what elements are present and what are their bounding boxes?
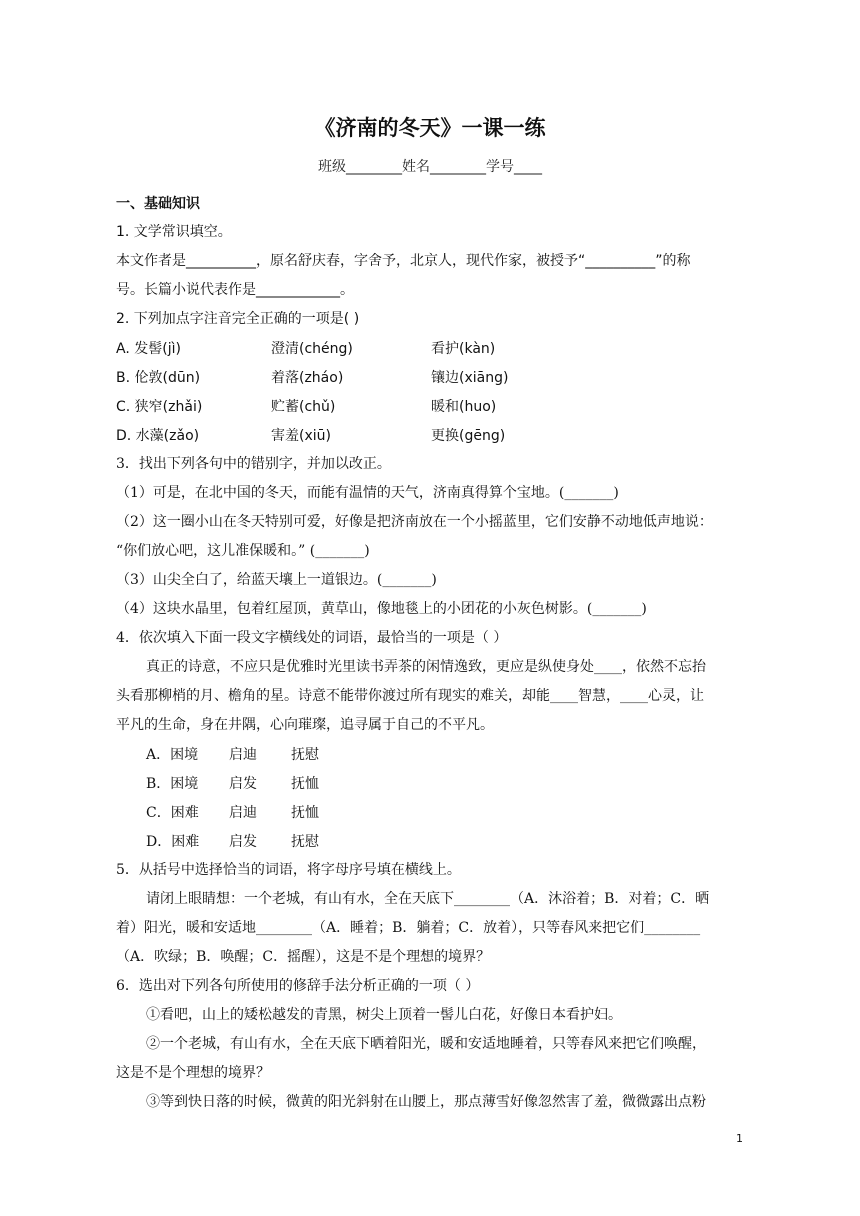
question-3-item: （2）这一圈小山在冬天特别可爱，好像是把济南放在一个小摇蓝里，它们安静不动地低声地说： bbox=[116, 514, 713, 530]
choice-label: C．困难 bbox=[146, 805, 199, 821]
option-word: 贮蓄(chǔ) bbox=[271, 399, 336, 415]
question-3-item: （1）可是，在北中国的冬天，而能有温情的天气，济南真得算个宝地。(_______) bbox=[116, 485, 619, 501]
question-5-heading: 5．从括号中选择恰当的词语，将字母序号填在横线上。 bbox=[116, 862, 461, 878]
choice-row bbox=[146, 831, 446, 851]
option-word: 澄清(chéng) bbox=[271, 341, 353, 357]
question-6-item: ②一个老城，有山有水，全在天底下晒着阳光，暖和安适地睡着，只等春风来把它们唤醒， bbox=[146, 1036, 706, 1052]
question-6-item: ③等到快日落的时候，微黄的阳光斜射在山腰上，那点薄雪好像忽然害了羞，微微露出点粉 bbox=[146, 1094, 706, 1110]
choice-label: A．困境 bbox=[146, 747, 199, 763]
question-5-paragraph-line: 着）阳光，暖和安适地________（A．睡着；B．躺着；C．放着），只等春风来把它们________ bbox=[116, 920, 701, 936]
option-label: B. 伦敦(dūn) bbox=[116, 370, 201, 386]
option-row bbox=[116, 367, 736, 387]
question-2-heading: 2. 下列加点字注音完全正确的一项是( ) bbox=[116, 311, 360, 327]
option-label: D. 水藻(zǎo) bbox=[116, 428, 200, 444]
section-heading: 一、基础知识 bbox=[116, 196, 200, 212]
option-row bbox=[116, 425, 736, 445]
choice-label: D．困难 bbox=[146, 834, 200, 850]
question-4-paragraph-line: 平凡的生命，身在井隅，心向璀璨，追寻属于自己的不平凡。 bbox=[116, 717, 494, 733]
option-word: 着落(zháo) bbox=[271, 370, 344, 386]
student-info-line: 班级________姓名________学号____ bbox=[318, 159, 542, 175]
option-word: 镶边(xiāng) bbox=[431, 370, 509, 386]
option-word: 害羞(xiū) bbox=[271, 428, 331, 444]
choice-row bbox=[146, 802, 446, 822]
question-3-item: “你们放心吧，这儿准保暖和。” (_______) bbox=[116, 543, 370, 559]
question-4-paragraph-line: 头看那柳梢的月、檐角的星。诗意不能带你渡过所有现实的难关，却能____智慧，____心灵，让 bbox=[116, 688, 704, 704]
question-4-heading: 4．依次填入下面一段文字横线处的词语，最恰当的一项是（ ） bbox=[116, 630, 508, 646]
question-4-paragraph-line: 真正的诗意，不应只是优雅时光里读书弄茶的闲情逸致，更应是纵使身处____，依然不忘抬 bbox=[146, 659, 706, 675]
question-1-line-2: 号。长篇小说代表作是____________。 bbox=[116, 282, 354, 298]
question-5-paragraph-line: 请闭上眼睛想：一个老城，有山有水，全在天底下________（A．沐浴着；B．对着；C．晒 bbox=[146, 891, 710, 907]
option-row bbox=[116, 338, 736, 358]
choice-word: 启迪 bbox=[229, 805, 257, 821]
option-label: C. 狭窄(zhǎi) bbox=[116, 399, 203, 415]
question-6-heading: 6．选出对下列各句所使用的修辞手法分析正确的一项（ ） bbox=[116, 978, 480, 994]
question-6-item: 这是不是个理想的境界？ bbox=[116, 1065, 270, 1081]
page-title: 《济南的冬天》一课一练 bbox=[314, 116, 546, 140]
choice-label: B．困境 bbox=[146, 776, 199, 792]
question-1-line-1: 本文作者是__________，原名舒庆春，字舍予，北京人，现代作家，被授予“__________”的称 bbox=[116, 253, 691, 269]
page-number: 1 bbox=[736, 1132, 743, 1145]
question-3-item: （3）山尖全白了，给蓝天壤上一道银边。(_______) bbox=[116, 572, 437, 588]
choice-row bbox=[146, 744, 446, 764]
option-row bbox=[116, 396, 736, 416]
choice-word: 抚慰 bbox=[291, 747, 319, 763]
question-3-heading: 3．找出下列各句中的错别字，并加以改正。 bbox=[116, 456, 391, 472]
question-6-item: ①看吧，山上的矮松越发的青黑，树尖上顶着一髻儿白花，好像日本看护妇。 bbox=[146, 1007, 622, 1023]
choice-word: 启发 bbox=[229, 776, 257, 792]
option-word: 看护(kàn) bbox=[431, 341, 496, 357]
choice-word: 抚恤 bbox=[291, 805, 319, 821]
option-word: 暖和(huo) bbox=[431, 399, 497, 415]
question-5-paragraph-line: （A．吹绿；B．唤醒；C．摇醒），这是不是个理想的境界？ bbox=[116, 949, 491, 965]
choice-word: 启迪 bbox=[229, 747, 257, 763]
option-label: A. 发髻(jì) bbox=[116, 341, 181, 357]
choice-word: 抚慰 bbox=[291, 834, 319, 850]
option-word: 更换(gēng) bbox=[431, 428, 506, 444]
question-1-heading: 1. 文学常识填空。 bbox=[116, 224, 232, 240]
choice-word: 抚恤 bbox=[291, 776, 319, 792]
question-3-item: （4）这块水晶里，包着红屋顶，黄草山，像地毯上的小团花的小灰色树影。(_______) bbox=[116, 601, 647, 617]
choice-word: 启发 bbox=[229, 834, 257, 850]
choice-row bbox=[146, 773, 446, 793]
